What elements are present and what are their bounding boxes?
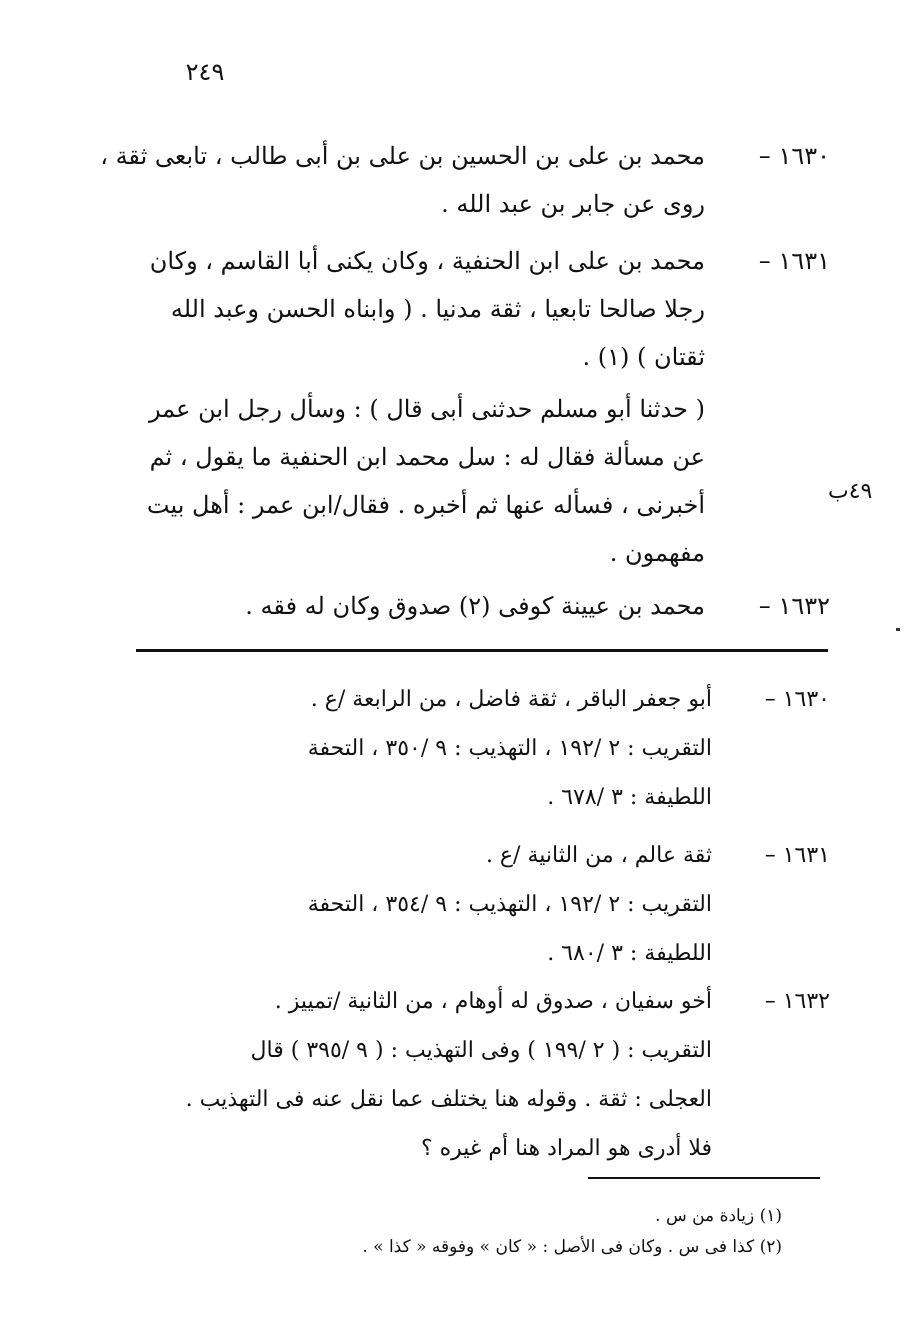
footnote: (٢) كذا فى س . وكان فى الأصل : « كان » وفوقه « كذا » . (362, 1237, 782, 1257)
entry-number: ١٦٣٠ – (758, 142, 830, 170)
page-mark (896, 628, 900, 631)
entry-line: مفهمون . (609, 539, 705, 567)
footnote: (١) زيادة من س . (655, 1206, 782, 1226)
page-number: ٢٤٩ (185, 58, 225, 86)
entry-line: محمد بن على ابن الحنفية ، وكان يكنى أبا القاسم ، وكان (149, 247, 705, 275)
entry-line: رجلا صالحا تابعيا ، ثقة مدنيا . ( وابناه الحسن وعبد الله (170, 295, 705, 323)
note-1631 (125, 831, 830, 981)
entry-line: محمد بن عيينة كوفى (٢) صدوق وكان له فقه . (245, 592, 705, 620)
note-line: التقريب : ٢ /١٩٢ ، التهذيب : ٩ /٣٥٠ ، التحفة (307, 736, 712, 761)
footnote-divider (588, 1177, 820, 1179)
entry-number: ١٦٣٢ – (758, 592, 830, 620)
entry-1631 (130, 237, 830, 577)
footnotes (362, 1201, 782, 1263)
note-line: التقريب : ( ٢ /١٩٩ ) وفى التهذيب : ( ٩ /٣٩٥ ) قال (250, 1038, 712, 1063)
entry-number: ١٦٣١ – (758, 247, 830, 275)
entry-line: ثقتان ) (١) . (582, 343, 705, 371)
note-line: فلا أدرى هو المراد هنا أم غيره ؟ (420, 1136, 712, 1161)
margin-folio-note: ٤٩ب (828, 479, 873, 504)
note-line: أبو جعفر الباقر ، ثقة فاضل ، من الرابعة /ع . (310, 687, 712, 712)
note-number: ١٦٣٢ – (764, 989, 830, 1014)
entry-line: روى عن جابر بن عبد الله . (441, 190, 705, 218)
entry-line: عن مسألة فقال له : سل محمد ابن الحنفية ما يقول ، ثم (149, 443, 705, 471)
note-1630 (125, 675, 830, 825)
note-line: التقريب : ٢ /١٩٢ ، التهذيب : ٩ /٣٥٤ ، التحفة (307, 892, 712, 917)
section-divider (136, 649, 828, 652)
entry-1630 (100, 132, 830, 232)
entry-line: ( حدثنا أبو مسلم حدثنى أبى قال ) : وسأل رجل ابن عمر (149, 395, 705, 423)
note-line: العجلى : ثقة . وقوله هنا يختلف عما نقل عنه فى التهذيب . (185, 1087, 712, 1112)
note-number: ١٦٣١ – (764, 843, 830, 868)
entry-1632 (130, 582, 830, 632)
note-line: أخو سفيان ، صدوق له أوهام ، من الثانية /تمييز . (274, 989, 712, 1014)
note-line: اللطيفة : ٣ /٦٧٨ . (547, 785, 712, 810)
entry-line: محمد بن على بن الحسين بن على بن أبى طالب ، تابعى ثقة ، (100, 142, 705, 170)
note-number: ١٦٣٠ – (764, 687, 830, 712)
entry-line: أخبرنى ، فسأله عنها ثم أخبره . فقال/ابن عمر : أهل بيت (146, 491, 705, 519)
note-line: ثقة عالم ، من الثانية /ع . (485, 843, 712, 868)
note-1632 (125, 977, 830, 1177)
note-line: اللطيفة : ٣ /٦٨٠ . (547, 941, 712, 966)
